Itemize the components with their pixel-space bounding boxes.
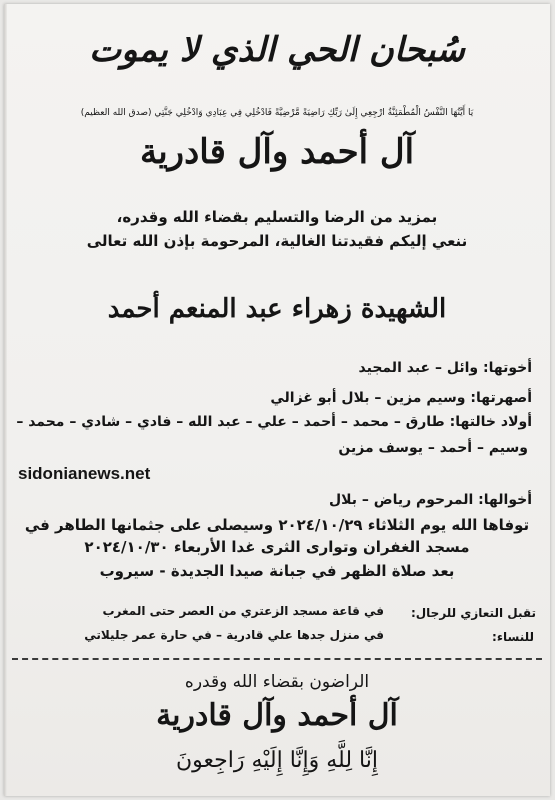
relatives-cousins-line-1: أولاد خالتها: طارق – محمد – أحمد – علي – عبد الله – فادي – شادي – محمد – <box>16 414 532 430</box>
relatives-cousins-line-2: وسيم – أحمد – يوسف مزين <box>338 440 528 456</box>
condolences-women-label: للنساء: <box>492 630 534 644</box>
quran-verse: يَا أَيَّتُهَا النَّفْسُ الْمُطْمَئِنَّةُ ارْجِعِي إِلَىٰ رَبِّكِ رَاضِيَةً مَّرْضِيَّةً فَادْخُلِي فِي عِبَادِي وَادْخُلِي جَنَّتِي (صدق الله العظيم) <box>80 108 474 118</box>
deceased-name: الشهيدة زهراء عبد المنعم أحمد <box>107 294 447 324</box>
condolences-men-label: تقبل التعازي للرجال: <box>410 606 536 620</box>
relatives-uncles: أخوالها: المرحوم رياض – بلال <box>328 492 532 508</box>
footer-line-1: الراضون بقضاء الله وقدره <box>184 672 370 692</box>
footer-verse: إِنَّا لِلَّهِ وَإِنَّا إِلَيْهِ رَاجِعونَ <box>176 748 378 773</box>
dashed-divider <box>12 658 542 660</box>
website-watermark: sidonianews.net <box>18 464 151 483</box>
family-title: آل أحمد وآل قادرية <box>139 132 415 172</box>
funeral-line-3: بعد صلاة الظهر في جبانة صيدا الجديدة - سيروب <box>99 562 455 580</box>
header-calligraphy: سُبحان الحي الذي لا يموت <box>89 30 465 70</box>
footer-family-title: آل أحمد وآل قادرية <box>156 698 398 733</box>
condolences-men-place: في قاعة مسجد الزعتري من العصر حتى المغرب <box>102 604 384 618</box>
obituary-sheet <box>4 4 550 796</box>
condolences-women-place: في منزل جدها علي قادرية – في حارة عمر جليلاتي <box>84 628 384 642</box>
relatives-inlaws: أصهرتها: وسيم مزين – بلال أبو غزالي <box>270 390 532 406</box>
intro-line-2: ننعي إليكم فقيدتنا الغالية، المرحومة بإذن الله تعالى <box>86 232 468 250</box>
funeral-line-2: مسجد الغفران وتوارى الثرى غدا الأربعاء ٢٠٢٤/١٠/٣٠ <box>84 538 470 556</box>
relatives-brothers: أخوتها: وائل – عبد المجيد <box>358 360 532 376</box>
intro-line-1: بمزيد من الرضا والتسليم بقضاء الله وقدره، <box>116 208 438 226</box>
funeral-line-1: توفاها الله يوم الثلاثاء ٢٠٢٤/١٠/٢٩ وسيصلى على جثمانها الطاهر في <box>24 516 530 534</box>
